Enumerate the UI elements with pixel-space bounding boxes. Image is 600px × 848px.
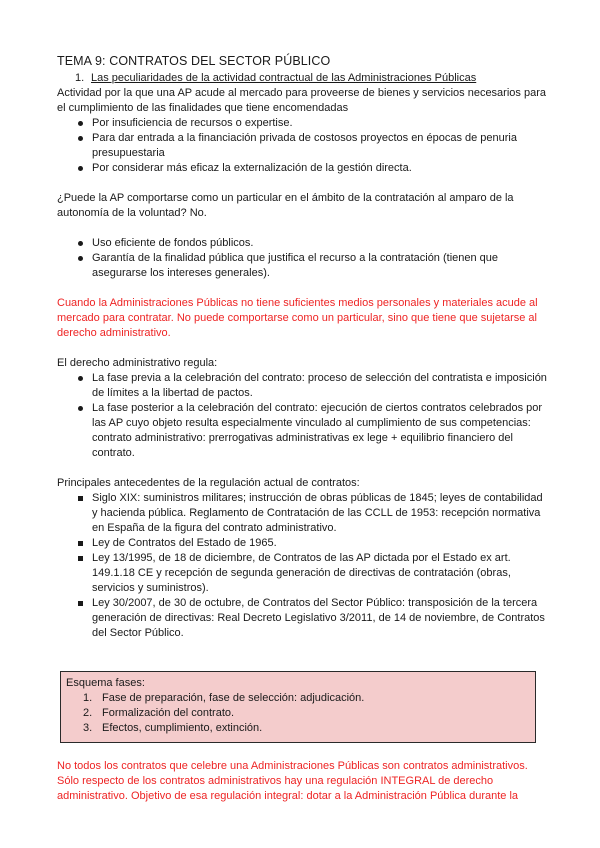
derecho-bullet-list [57, 371, 547, 461]
list-item: Por considerar más eficaz la externalización de la gestión directa. [57, 161, 547, 176]
red-note-paragraph-2: No todos los contratos que celebre una Administraciones Públicas son contratos administrativos. Sólo respecto de los contratos administrativos hay una regulación INTEGRAL de derecho administrativo. Objetivo de esa regulación integral: dotar a la Administración Pública durante la [57, 760, 528, 802]
item-text: Efectos, cumplimiento, extinción. [102, 722, 263, 734]
intro-bullet-list [57, 116, 547, 176]
red-note-paragraph: Cuando la Administraciones Públicas no tiene suficientes medios personales y materiales acude al mercado para contratar. No puede comportarse como un particular, sino que tiene que sujetarse al derecho administrativo. [57, 297, 538, 339]
page-title: TEMA 9: CONTRATOS DEL SECTOR PÚBLICO [57, 54, 331, 68]
box-title: Esquema fases: [66, 677, 145, 689]
list-item [66, 691, 531, 706]
question-bullet-list [57, 236, 547, 281]
question-paragraph: ¿Puede la AP comportarse como un particular en el ámbito de la contratación al amparo de la autonomía de la voluntad? No. [57, 192, 514, 219]
list-item: Ley 30/2007, de 30 de octubre, de Contratos del Sector Público: transposición de la tercera generación de directivas: Real Decreto Legislativo 3/2011, de 14 de noviembre, de Contratos del Sector Público. [57, 596, 547, 641]
list-item: Ley 13/1995, de 18 de diciembre, de Contratos de las AP dictada por el Estado ex art. 149.1.18 CE y recepción de segunda generación de directivas de contratación (obras, servicios y suministros). [57, 551, 547, 596]
list-item [66, 706, 531, 721]
item-number: 3. [83, 722, 93, 734]
list-item [66, 721, 531, 736]
intro-paragraph: Actividad por la que una AP acude al mercado para proveerse de bienes y servicios necesarios para el cumplimiento de las finalidades que tiene encomendadas [57, 87, 546, 114]
antecedentes-intro: Principales antecedentes de la regulación actual de contratos: [57, 477, 360, 489]
section-heading-text: Las peculiaridades de la actividad contractual de las Administraciones Públicas [91, 72, 477, 84]
list-item: La fase posterior a la celebración del contrato: ejecución de ciertos contratos celebrados por las AP cuyo objeto resulta especialmente vinculado al cumplimiento de sus competencias: contrato administrativo: prerrogativas administrativas ex lege + equilibrio financiero del contrato. [57, 401, 547, 461]
item-text: Fase de preparación, fase de selección: adjudicación. [102, 692, 365, 704]
item-number: 2. [83, 707, 93, 719]
list-item: Por insuficiencia de recursos o expertise. [57, 116, 547, 131]
fases-list [66, 691, 531, 736]
item-text: Formalización del contrato. [102, 707, 235, 719]
derecho-intro: El derecho administrativo regula: [57, 357, 218, 369]
list-item: Ley de Contratos del Estado de 1965. [57, 536, 547, 551]
section-number: 1. [75, 72, 85, 84]
list-item: La fase previa a la celebración del contrato: proceso de selección del contratista e imposición de límites a la libertad de pactos. [57, 371, 547, 401]
document-body [57, 53, 547, 804]
fases-scheme-box [60, 671, 536, 743]
list-item: Para dar entrada a la financiación privada de costosos proyectos en épocas de penuria presupuestaria [57, 131, 547, 161]
list-item: Garantía de la finalidad pública que justifica el recurso a la contratación (tienen que asegurarse los intereses generales). [57, 251, 547, 281]
item-number: 1. [83, 692, 93, 704]
section-heading [57, 71, 547, 86]
list-item: Siglo XIX: suministros militares; instrucción de obras públicas de 1845; leyes de contabilidad y hacienda pública. Reglamento de Contratación de las CCLL de 1953: recepción normativa en España de la figura del contrato administrativo. [57, 491, 547, 536]
list-item: Uso eficiente de fondos públicos. [57, 236, 547, 251]
antecedentes-bullet-list [57, 491, 547, 641]
